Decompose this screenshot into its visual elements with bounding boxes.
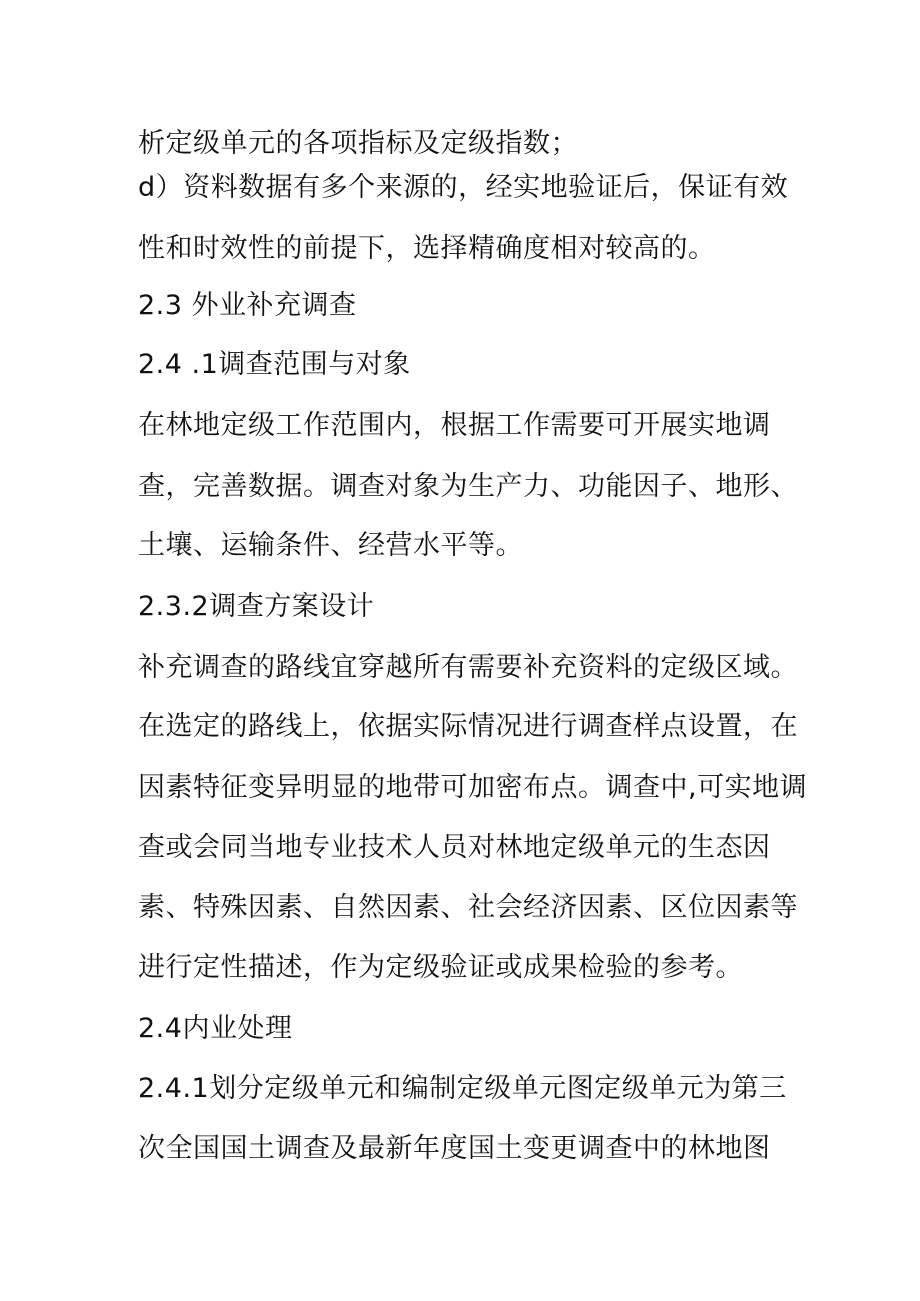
text-line-12: 因素特征变异明显的地带可加密布点。调查中,可实地调 — [138, 772, 808, 803]
text-line-7: 查，完善数据。调查对象为生产力、功能因子、地形、 — [138, 471, 798, 502]
text-line-8: 土壤、运输条件、经营水平等。 — [138, 530, 523, 561]
text-line-18: 次全国国土调查及最新年度国土变更调查中的林地图 — [138, 1133, 771, 1164]
text-line-15: 进行定性描述，作为定级验证或成果检验的参考。 — [138, 952, 743, 983]
text-line-1: 析定级单元的各项指标及定级指数； — [138, 128, 578, 159]
subsection-heading-2-3-2: 2.3.2调查方案设计 — [138, 591, 375, 622]
text-line-3: 性和时效性的前提下，选择精确度相对较高的。 — [138, 233, 716, 264]
text-line-13: 查或会同当地专业技术人员对林地定级单元的生态因 — [138, 832, 771, 863]
text-line-11: 在选定的路线上，依据实际情况进行调查样点设置，在 — [138, 711, 798, 742]
subsection-heading-2-4-1: 2.4 .1调查范围与对象 — [138, 349, 411, 380]
text-line-6: 在林地定级工作范围内，根据工作需要可开展实地调 — [138, 410, 771, 441]
section-heading-2-3: 2.3 外业补充调查 — [138, 290, 357, 321]
subsection-heading-2-4-1-text: 2.4.1划分定级单元和编制定级单元图定级单元为第三 — [138, 1073, 787, 1104]
section-heading-2-4: 2.4内业处理 — [138, 1013, 293, 1044]
text-line-2: d）资料数据有多个来源的，经实地验证后，保证有效 — [138, 172, 789, 203]
text-line-10: 补充调查的路线宜穿越所有需要补充资料的定级区域。 — [138, 652, 798, 683]
text-line-14: 素、特殊因素、自然因素、社会经济因素、区位因素等 — [138, 892, 798, 923]
